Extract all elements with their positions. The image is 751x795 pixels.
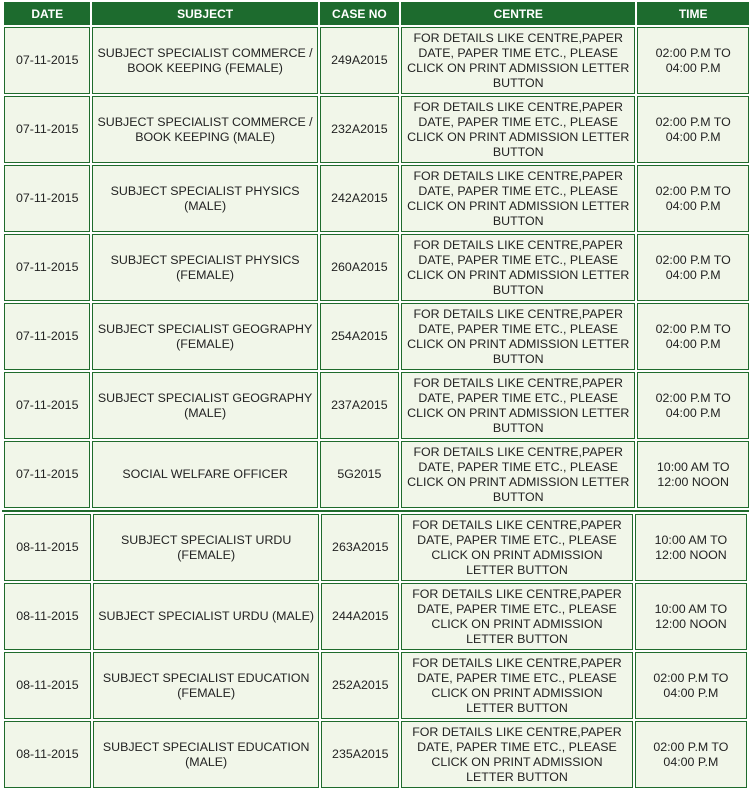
header-subject: SUBJECT [92,2,317,25]
cell-subject: SUBJECT SPECIALIST EDUCATION (MALE) [93,721,319,788]
cell-subject: SUBJECT SPECIALIST GEOGRAPHY (FEMALE) [92,303,317,370]
cell-centre: FOR DETAILS LIKE CENTRE,PAPER DATE, PAPER TIME ETC., PLEASE CLICK ON PRINT ADMISSION LETTER BUTTON [401,441,635,508]
cell-date: 07-11-2015 [4,27,90,94]
table-row [4,652,747,719]
cell-subject: SUBJECT SPECIALIST URDU (MALE) [93,583,319,650]
schedule-table-second [2,512,749,790]
table-row [4,721,747,788]
cell-date: 07-11-2015 [4,441,90,508]
cell-centre: FOR DETAILS LIKE CENTRE,PAPER DATE, PAPER TIME ETC., PLEASE CLICK ON PRINT ADMISSION LETTER BUTTON [401,583,633,650]
cell-case-no: 254A2015 [320,303,399,370]
header-centre: CENTRE [401,2,635,25]
cell-centre: FOR DETAILS LIKE CENTRE,PAPER DATE, PAPER TIME ETC., PLEASE CLICK ON PRINT ADMISSION LETTER BUTTON [401,652,633,719]
cell-centre: FOR DETAILS LIKE CENTRE,PAPER DATE, PAPER TIME ETC., PLEASE CLICK ON PRINT ADMISSION LETTER BUTTON [401,721,633,788]
cell-subject: SUBJECT SPECIALIST PHYSICS (FEMALE) [92,234,317,301]
table-row [4,583,747,650]
cell-date: 08-11-2015 [4,652,91,719]
cell-date: 07-11-2015 [4,234,90,301]
header-time: TIME [637,2,749,25]
cell-time: 02:00 P.M TO 04:00 P.M [637,303,749,370]
cell-case-no: 244A2015 [321,583,399,650]
cell-case-no: 5G2015 [320,441,399,508]
cell-date: 07-11-2015 [4,96,90,163]
schedule-table-first [2,0,751,510]
cell-time: 02:00 P.M TO 04:00 P.M [637,27,749,94]
cell-date: 07-11-2015 [4,303,90,370]
table-row [4,441,749,508]
cell-date: 08-11-2015 [4,583,91,650]
table-row [4,514,747,581]
cell-time: 02:00 P.M TO 04:00 P.M [637,96,749,163]
table-row [4,372,749,439]
cell-centre: FOR DETAILS LIKE CENTRE,PAPER DATE, PAPER TIME ETC., PLEASE CLICK ON PRINT ADMISSION LETTER BUTTON [401,165,635,232]
cell-time: 02:00 P.M TO 04:00 P.M [635,652,747,719]
cell-time: 10:00 AM TO 12:00 NOON [637,441,749,508]
cell-centre: FOR DETAILS LIKE CENTRE,PAPER DATE, PAPER TIME ETC., PLEASE CLICK ON PRINT ADMISSION LETTER BUTTON [401,514,633,581]
cell-case-no: 237A2015 [320,372,399,439]
table-row [4,234,749,301]
cell-subject: SUBJECT SPECIALIST GEOGRAPHY (MALE) [92,372,317,439]
cell-case-no: 252A2015 [321,652,399,719]
cell-centre: FOR DETAILS LIKE CENTRE,PAPER DATE, PAPER TIME ETC., PLEASE CLICK ON PRINT ADMISSION LETTER BUTTON [401,27,635,94]
cell-time: 02:00 P.M TO 04:00 P.M [637,234,749,301]
cell-case-no: 249A2015 [320,27,399,94]
cell-case-no: 235A2015 [321,721,399,788]
table-row [4,27,749,94]
cell-date: 08-11-2015 [4,721,91,788]
table-row [4,165,749,232]
cell-centre: FOR DETAILS LIKE CENTRE,PAPER DATE, PAPER TIME ETC., PLEASE CLICK ON PRINT ADMISSION LETTER BUTTON [401,96,635,163]
cell-subject: SUBJECT SPECIALIST EDUCATION (FEMALE) [93,652,319,719]
table-row [4,96,749,163]
header-case-no: CASE NO [320,2,399,25]
cell-subject: SOCIAL WELFARE OFFICER [92,441,317,508]
cell-case-no: 263A2015 [321,514,399,581]
cell-date: 08-11-2015 [4,514,91,581]
cell-subject: SUBJECT SPECIALIST URDU (FEMALE) [93,514,319,581]
cell-case-no: 242A2015 [320,165,399,232]
cell-time: 02:00 P.M TO 04:00 P.M [637,165,749,232]
cell-centre: FOR DETAILS LIKE CENTRE,PAPER DATE, PAPER TIME ETC., PLEASE CLICK ON PRINT ADMISSION LETTER BUTTON [401,234,635,301]
cell-time: 02:00 P.M TO 04:00 P.M [635,721,747,788]
cell-date: 07-11-2015 [4,372,90,439]
cell-time: 10:00 AM TO 12:00 NOON [635,514,747,581]
cell-subject: SUBJECT SPECIALIST PHYSICS (MALE) [92,165,317,232]
cell-time: 10:00 AM TO 12:00 NOON [635,583,747,650]
cell-case-no: 232A2015 [320,96,399,163]
table-row [4,303,749,370]
cell-centre: FOR DETAILS LIKE CENTRE,PAPER DATE, PAPER TIME ETC., PLEASE CLICK ON PRINT ADMISSION LETTER BUTTON [401,303,635,370]
cell-date: 07-11-2015 [4,165,90,232]
cell-subject: SUBJECT SPECIALIST COMMERCE / BOOK KEEPING (MALE) [92,96,317,163]
header-row [4,2,749,25]
cell-subject: SUBJECT SPECIALIST COMMERCE / BOOK KEEPING (FEMALE) [92,27,317,94]
header-date: DATE [4,2,90,25]
cell-centre: FOR DETAILS LIKE CENTRE,PAPER DATE, PAPER TIME ETC., PLEASE CLICK ON PRINT ADMISSION LETTER BUTTON [401,372,635,439]
cell-time: 02:00 P.M TO 04:00 P.M [637,372,749,439]
cell-case-no: 260A2015 [320,234,399,301]
